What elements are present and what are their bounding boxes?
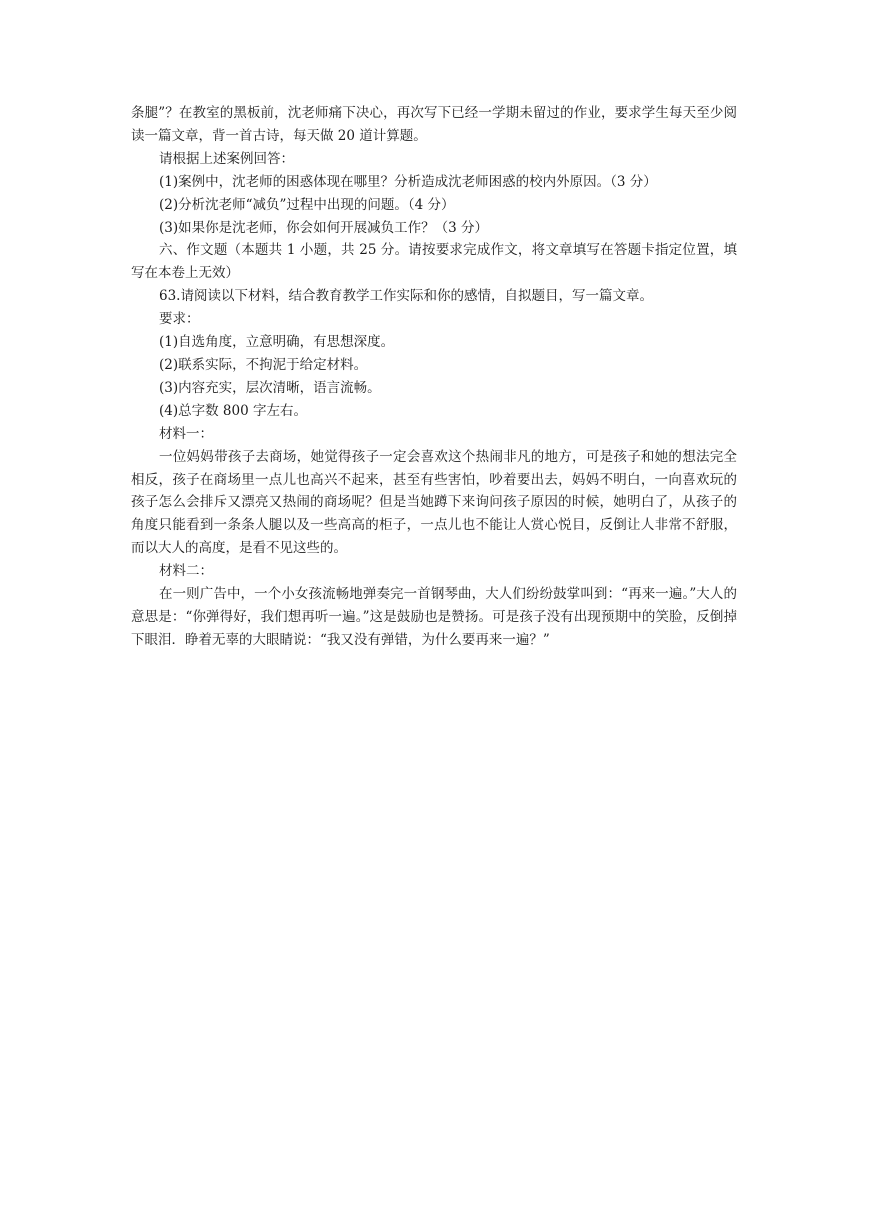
question-item-1: (1)案例中，沈老师的困惑体现在哪里？分析造成沈老师困惑的校内外原因。（3 分）	[159, 173, 657, 190]
paragraph-continuation: 条腿”？在教室的黑板前，沈老师痛下决心，再次写下已经一学期未留过的作业，要求学生每天至少阅读一篇文章，背一首古诗，每天做 20 道计算题。	[131, 105, 737, 144]
document-page	[131, 102, 737, 652]
requirement-item-2: (2)联系实际，不拘泥于给定材料。	[159, 356, 368, 373]
material-1-body: 一位妈妈带孩子去商场，她觉得孩子一定会喜欢这个热闹非凡的地方，可是孩子和她的想法完全相反，孩子在商场里一点儿也高兴不起来，甚至有些害怕，吵着要出去，妈妈不明白，一向喜欢玩的孩子怎么会排斥又漂亮又热闹的商场呢？但是当她蹲下来询问孩子原因的时候，她明白了，从孩子的角度只能看到一条条人腿以及一些高高的柜子，一点儿也不能让人赏心悦目，反倒让人非常不舒服，而以大人的高度，是看不见这些的。	[131, 448, 737, 557]
requirements-heading: 要求：	[159, 311, 200, 328]
material-2-body: 在一则广告中，一个小女孩流畅地弹奏完一首钢琴曲，大人们纷纷鼓掌叫到：“再来一遍。”大人的意思是：“你弹得好，我们想再听一遍。”这是鼓励也是赞扬。可是孩子没有出现预期中的笑脸，反倒掉下眼泪．睁着无辜的大眼睛说：“我又没有弹错，为什么要再来一遍？”	[131, 586, 737, 648]
requirement-item-3: (3)内容充实，层次清晰，语言流畅。	[159, 379, 381, 396]
question-item-3: (3)如果你是沈老师，你会如何开展减负工作？（3 分）	[159, 219, 489, 236]
requirement-item-1: (1)自选角度，立意明确，有思想深度。	[159, 334, 395, 351]
question-item-2: (2)分析沈老师“减负”过程中出现的问题。（4 分）	[159, 196, 455, 213]
question-prompt: 请根据上述案例回答：	[159, 150, 294, 167]
section-heading-essay: 六、作文题（本题共 1 小题，共 25 分。请按要求完成作文，将文章填写在答题卡指定位置，填写在本卷上无效）	[131, 242, 737, 282]
material-2-heading: 材料二：	[159, 563, 213, 580]
material-1-heading: 材料一：	[159, 425, 213, 442]
requirement-item-4: (4)总字数 800 字左右。	[159, 402, 307, 419]
essay-question: 63.请阅读以下材料，结合教育教学工作实际和你的感情，自拟题目，写一篇文章。	[159, 288, 653, 305]
